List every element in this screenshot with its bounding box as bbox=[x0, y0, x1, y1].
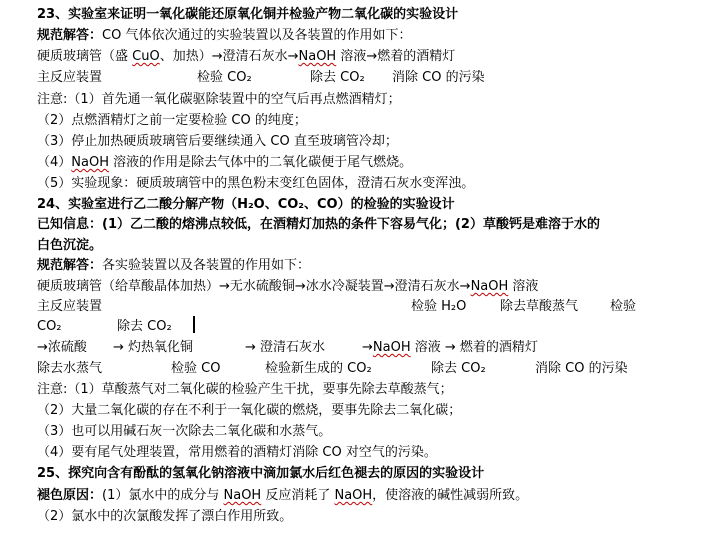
text: （4） bbox=[37, 155, 72, 170]
label-standard-answer: 规范解答： bbox=[37, 258, 103, 273]
text: 硬质玻璃管（给草酸晶体加热）→无水硫酸铜→冰水冷凝装置→澄清石灰水→ bbox=[37, 279, 471, 294]
text: 溶液 → 燃着的酒精灯 bbox=[410, 340, 538, 355]
text: 检验 CO bbox=[171, 361, 221, 376]
text: CuO bbox=[132, 49, 160, 64]
line-q23-sequence bbox=[37, 48, 455, 66]
line-q25-reason2: （2）氯水中的次氯酸发挥了漂白作用所致。 bbox=[37, 509, 293, 524]
line-q24-answer bbox=[37, 257, 310, 275]
text: 检验新生成的 CO₂ bbox=[265, 361, 372, 376]
line-q24-sequence1 bbox=[37, 278, 538, 296]
line-q23-note4 bbox=[37, 154, 412, 172]
text: NaOH bbox=[372, 340, 411, 355]
text: 除去水蒸气 bbox=[37, 361, 103, 376]
text: → bbox=[362, 340, 373, 355]
label-fade-reason: 褪色原因： bbox=[37, 488, 103, 503]
text: NaOH bbox=[71, 155, 109, 170]
text: 消除 CO 的污染 bbox=[535, 361, 628, 376]
text: NaOH bbox=[223, 488, 262, 503]
text-cursor bbox=[193, 316, 195, 333]
line-q24-sequence2 bbox=[37, 339, 538, 357]
text: 反应消耗了 bbox=[261, 488, 335, 503]
label-standard-answer: 规范解答： bbox=[37, 28, 103, 43]
text: → 澄清石灰水 bbox=[245, 340, 326, 355]
line-q23-title: 23、实验室来证明一氧化碳能还原氧化铜并检验产物二氧化碳的实验设计 bbox=[37, 7, 459, 22]
text: 除去 CO₂ bbox=[117, 319, 172, 334]
line-q24-known-info: 已知信息：(1）乙二酸的熔沸点较低，在酒精灯加热的条件下容易气化；(2）草酸钙是难溶于水的 bbox=[37, 217, 600, 232]
text: 检验 H₂O bbox=[411, 299, 467, 314]
text: 主反应装置 bbox=[37, 299, 103, 314]
line-q23-note5: （5）实验现象：硬质玻璃管中的黑色粉末变红色固体，澄清石灰水变浑浊。 bbox=[37, 176, 475, 191]
line-q25-reason1 bbox=[37, 487, 528, 505]
line-q23-note3: （3）停止加热硬质玻璃管后要继续通入 CO 直至玻璃管冷却； bbox=[37, 134, 398, 149]
text: NaOH bbox=[298, 49, 337, 64]
text: 除去草酸蒸气 bbox=[500, 299, 579, 314]
text: 、加热）→澄清石灰水→ bbox=[159, 49, 299, 64]
text: 溶液的作用是除去气体中的二氧化碳便于尾气燃烧。 bbox=[108, 155, 413, 170]
text: 除去 CO₂ bbox=[431, 361, 486, 376]
line-q24-note1: 注意:（1）草酸蒸气对二氧化碳的检验产生干扰，要事先除去草酸蒸气； bbox=[37, 382, 453, 397]
line-q24-functions1 bbox=[37, 298, 636, 316]
line-q25-title: 25、探究向含有酚酞的氢氧化钠溶液中滴加氯水后红色褪去的原因的实验设计 bbox=[37, 466, 485, 481]
text: 检验 CO₂ bbox=[197, 70, 252, 85]
text: 主反应装置 bbox=[37, 70, 103, 85]
line-q24-note2: （2）大量二氧化碳的存在不利于一氧化碳的燃烧，要事先除去二氧化碳； bbox=[37, 403, 462, 418]
text: 检验 bbox=[610, 299, 637, 314]
text: →浓硫酸 bbox=[37, 340, 87, 355]
line-q23-answer bbox=[37, 27, 411, 45]
line-q24-note4: （4）要有尾气处理装置，常用燃着的酒精灯消除 CO 对空气的污染。 bbox=[37, 445, 437, 460]
line-q24-title: 24、实验室进行乙二酸分解产物（H₂O、CO₂、CO）的检验的实验设计 bbox=[37, 197, 455, 212]
text: 溶液→燃着的酒精灯 bbox=[336, 49, 456, 64]
text: 消除 CO 的污染 bbox=[392, 70, 485, 85]
text: 各实验装置以及各装置的作用如下： bbox=[102, 258, 311, 273]
text: CO 气体依次通过的实验装置以及各装置的作用如下： bbox=[102, 28, 412, 43]
text: CO₂ bbox=[37, 319, 62, 334]
line-q23-note1: 注意:（1）首先通一氧化碳驱除装置中的空气后再点燃酒精灯； bbox=[37, 92, 401, 107]
text: 溶液 bbox=[508, 279, 539, 294]
text: ，使溶液的碱性减弱所致。 bbox=[372, 488, 529, 503]
text: (1）氯水中的成分与 bbox=[102, 488, 224, 503]
text: 硬质玻璃管（盛 bbox=[37, 49, 133, 64]
line-q23-functions bbox=[37, 69, 485, 87]
line-q24-known-info-cont: 白色沉淀。 bbox=[37, 238, 103, 253]
line-q24-functions1-cont bbox=[37, 318, 172, 336]
line-q24-note3: （3）也可以用碱石灰一次除去二氧化碳和水蒸气。 bbox=[37, 424, 332, 439]
line-q24-functions2 bbox=[37, 360, 628, 378]
line-q23-note2: （2）点燃酒精灯之前一定要检验 CO 的纯度； bbox=[37, 113, 307, 128]
text: 除去 CO₂ bbox=[310, 70, 365, 85]
text: NaOH bbox=[334, 488, 373, 503]
text: NaOH bbox=[470, 279, 509, 294]
text: → 灼热氧化铜 bbox=[113, 340, 194, 355]
